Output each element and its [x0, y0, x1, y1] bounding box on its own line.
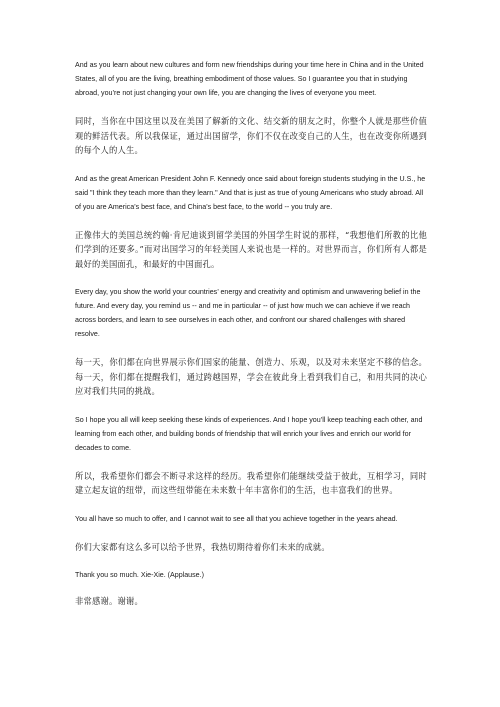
- chinese-paragraph: 所以，我希望你们都会不断寻求这样的经历。我希望你们能继续受益于彼此，互相学习，同时建立起友谊的纽带，而这些纽带能在未来数十年丰富你们的生活，也丰富我们的世界。: [75, 470, 427, 495]
- document-body: [75, 58, 427, 623]
- chinese-paragraph: 你们大家都有这么多可以给予世界，我热切期待着你们未来的成就。: [75, 541, 330, 552]
- english-paragraph: You all have so much to offer, and I cannot wait to see all that you achieve together in the years ahead.: [75, 514, 398, 523]
- closing-thanks-chinese: 非常感谢。谢谢。: [75, 596, 143, 606]
- english-paragraph: So I hope you all will keep seeking these kinds of experiences. And I hope you’ll keep teaching each other, and learning from each other, and building bonds of friendship that will enrich your lives and enrich our world for decades to come.: [75, 415, 423, 452]
- chinese-paragraph: 同时，当你在中国这里以及在美国了解新的文化、结交新的朋友之时，你整个人就是那些价值观的鲜活代表。所以我保证，通过出国留学，你们不仅在改变自己的人生，也在改变你所遇到的每个人的人生。: [75, 116, 427, 155]
- chinese-paragraph: 每一天，你们都在向世界展示你们国家的能量、创造力、乐观，以及对未来坚定不移的信念。每一天，你们都在提醒我们，通过跨越国界，学会在彼此身上看到我们自己，和用共同的决心应对我们共同的挑战。: [75, 357, 427, 396]
- closing-thanks-english: Thank you so much. Xie-Xie. (Applause.): [75, 571, 204, 579]
- english-paragraph: Every day, you show the world your countries’ energy and creativity and optimism and unwavering belief in the future. And every day, you remind us -- and me in particular -- of just how much we can achieve if we reach across borders, and learn to see ourselves in each other, and confront our shared challenges with shared resolve.: [75, 288, 421, 338]
- english-paragraph: And as the great American President John F. Kennedy once said about foreign students studying in the U.S., he said "I think they teach more than they learn." And that is just as true of young Americans who study abroad. All of you are America’s best face, and China’s best face, to the world -- you truly are.: [75, 174, 426, 211]
- chinese-paragraph: 正像伟大的美国总统约翰·肯尼迪谈到留学美国的外国学生时说的那样，“我想他们所教的比他们学到的还要多。”而对出国学习的年轻美国人来说也是一样的。对世界而言，你们所有人都是最好的美国面孔，和最好的中国面孔。: [75, 229, 427, 269]
- english-paragraph: And as you learn about new cultures and form new friendships during your time here in China and in the United States, all of you are the living, breathing embodiment of those values. So I guarantee you that in studying abroad, you’re not just changing your own life, you are changing the lives of everyone you meet.: [75, 61, 424, 97]
